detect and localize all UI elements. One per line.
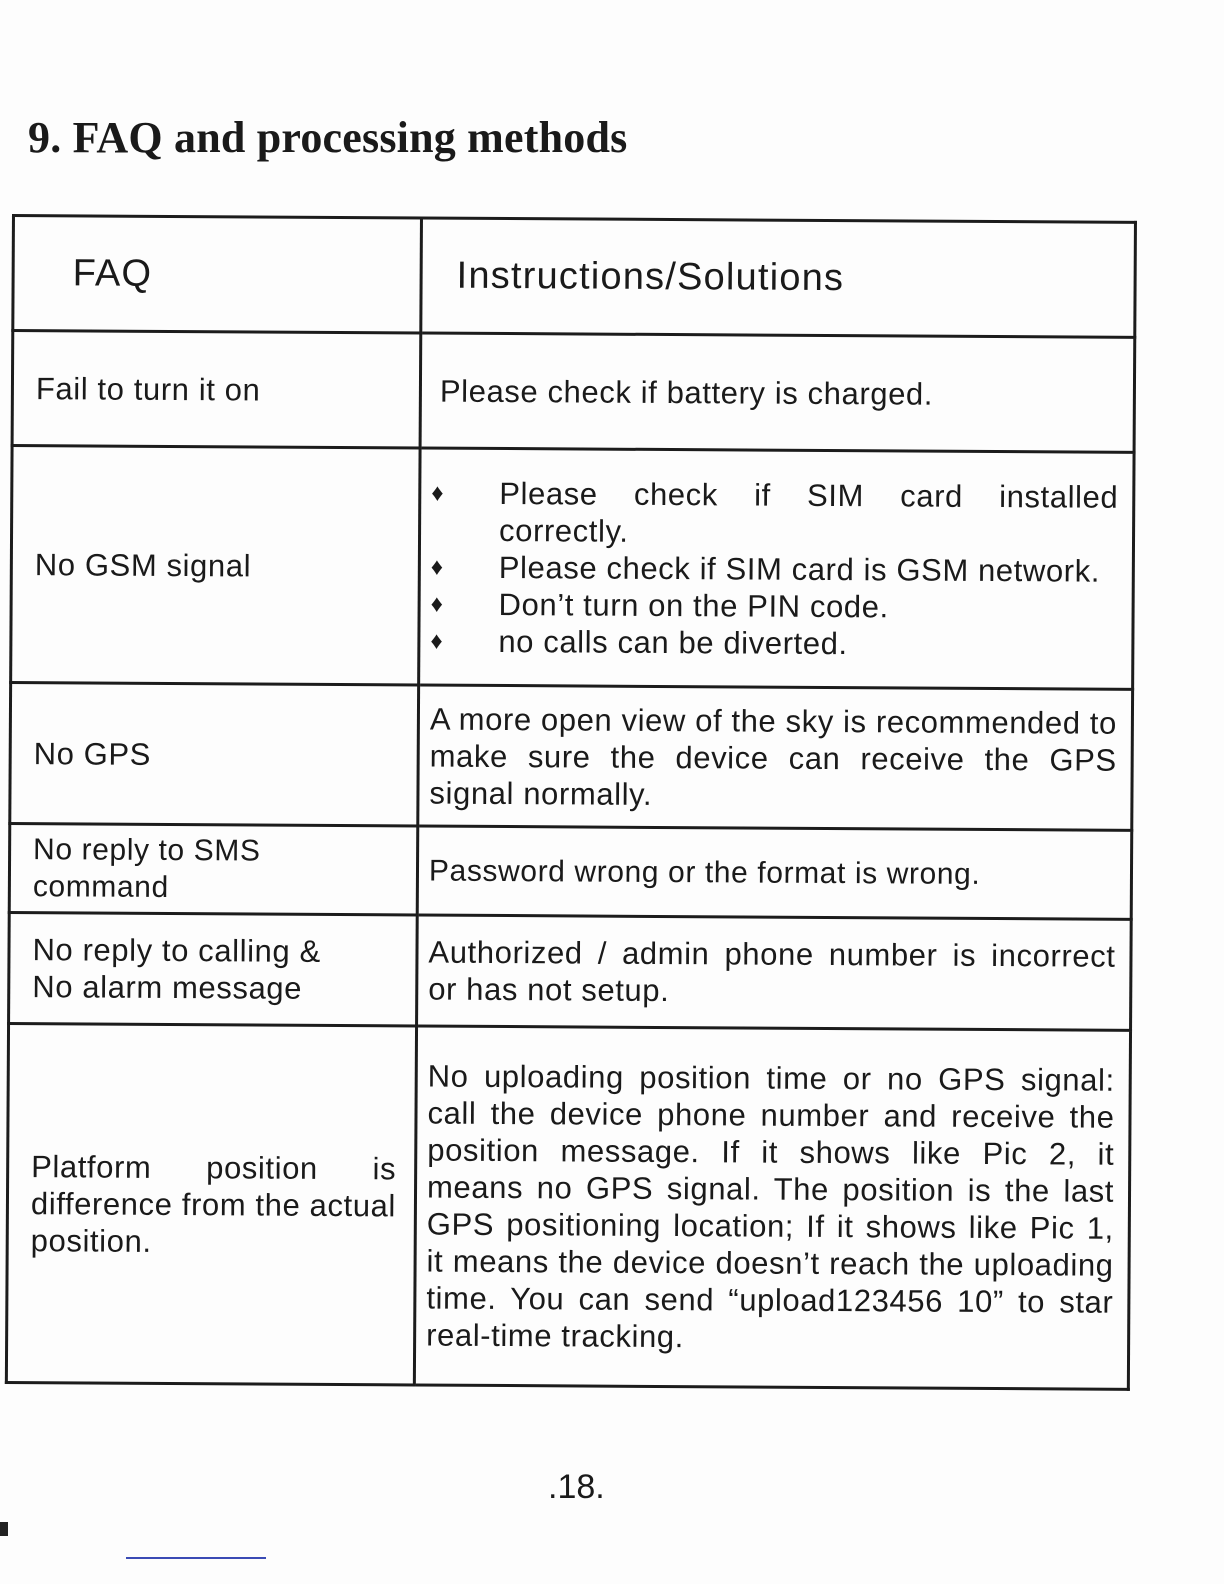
table-row bbox=[9, 823, 1132, 919]
faq-question: No GSM signal bbox=[11, 446, 420, 685]
scan-artifact-line bbox=[126, 1557, 266, 1559]
table-row bbox=[11, 446, 1134, 690]
list-item-text: Please check if SIM card installed correctly. bbox=[498, 475, 1119, 549]
list-item bbox=[431, 585, 1118, 626]
faq-answer: A more open view of the sky is recommended to make sure the device can receive the GPS signal normally. bbox=[418, 685, 1133, 830]
table-header-row bbox=[13, 216, 1136, 338]
diamond-bullet-icon: ♦ bbox=[430, 590, 444, 618]
answer-bullet-list bbox=[430, 474, 1118, 663]
diamond-bullet-icon: ♦ bbox=[430, 627, 444, 655]
faq-question-line: No alarm message bbox=[32, 969, 303, 1006]
scan-edge-mark bbox=[0, 1522, 8, 1536]
list-item-text: Don’t turn on the PIN code. bbox=[498, 586, 889, 624]
table-row bbox=[6, 1023, 1130, 1389]
faq-answer: Please check if battery is charged. bbox=[420, 333, 1135, 452]
faq-column-header: FAQ bbox=[13, 216, 422, 333]
page-title: 9. FAQ and processing methods bbox=[28, 113, 628, 162]
faq-answer: Authorized / admin phone number is incorrect or has not setup. bbox=[417, 915, 1132, 1030]
faq-table bbox=[5, 214, 1137, 1391]
table-row bbox=[12, 331, 1135, 453]
list-item-text: no calls can be diverted. bbox=[498, 623, 848, 661]
faq-question: No GPS bbox=[10, 683, 419, 826]
faq-question: No reply to SMS command bbox=[9, 823, 418, 914]
faq-answer: No uploading position time or no GPS signal: call the device phone number and receive the position message. If it shows like Pic 2, it means no GPS signal. The position is the last GPS positioning location; If it shows like Pic 1, it means the device doesn’t reach the uploading time. You can send “upload123456 10” to star real-time tracking. bbox=[414, 1026, 1130, 1389]
faq-question: Platform position is difference from the actual position. bbox=[6, 1023, 416, 1384]
diamond-bullet-icon: ♦ bbox=[431, 479, 445, 507]
list-item bbox=[431, 474, 1118, 552]
list-item-text: Please check if SIM card is GSM network. bbox=[498, 549, 1101, 589]
faq-answer: Password wrong or the format is wrong. bbox=[417, 826, 1132, 919]
solutions-column-header: Instructions/Solutions bbox=[421, 218, 1136, 337]
diamond-bullet-icon: ♦ bbox=[430, 553, 444, 581]
table-row bbox=[10, 683, 1133, 831]
page-number: .18. bbox=[548, 1468, 605, 1506]
faq-question: Fail to turn it on bbox=[12, 331, 421, 448]
faq-question-line: No reply to calling & bbox=[32, 932, 321, 969]
list-item bbox=[430, 622, 1117, 663]
faq-question bbox=[9, 912, 418, 1025]
table-row bbox=[9, 912, 1132, 1030]
faq-answer bbox=[419, 448, 1134, 689]
list-item bbox=[431, 548, 1118, 589]
